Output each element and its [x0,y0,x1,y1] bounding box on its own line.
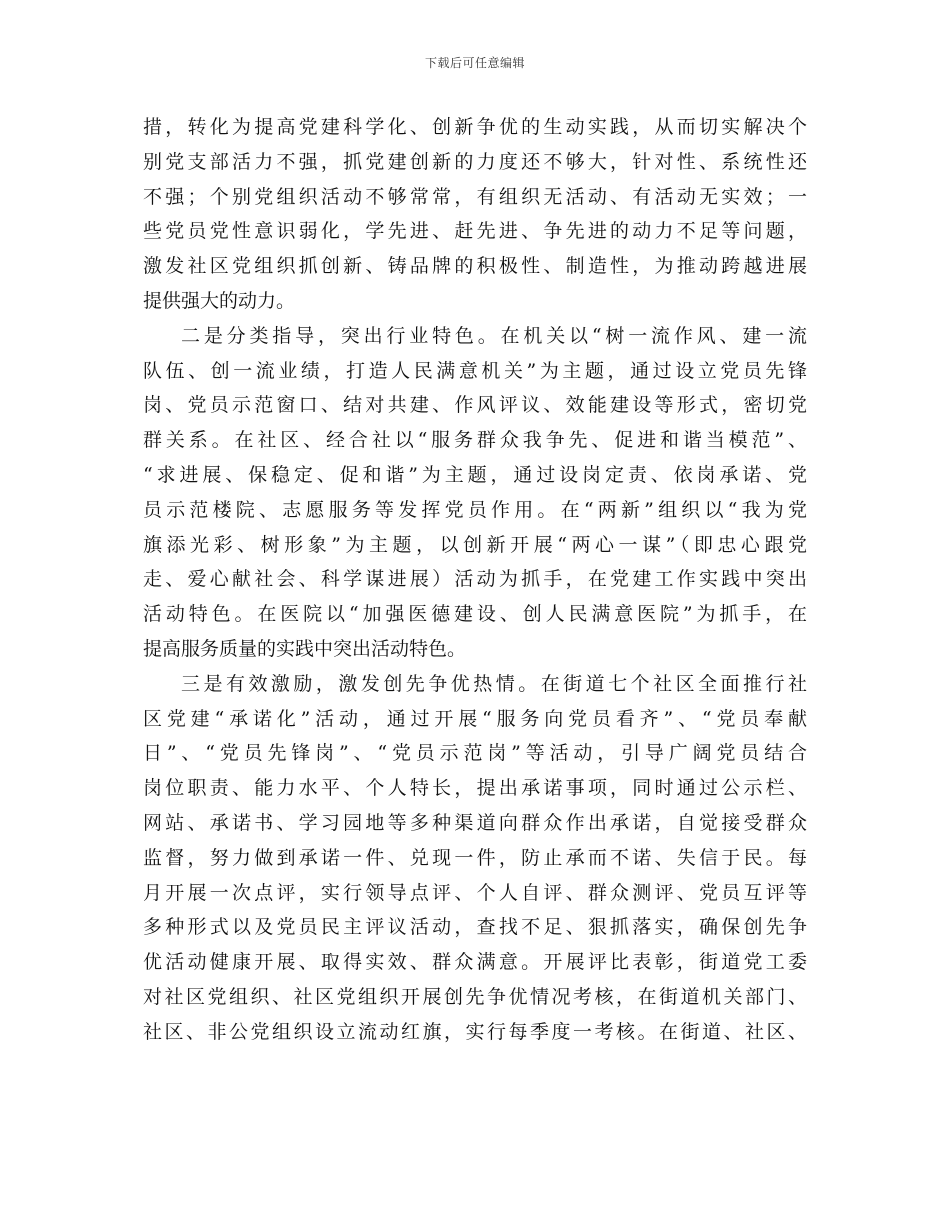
text-line: 网站、承诺书、学习园地等多种渠道向群众作出承诺，自觉接受群众 [143,811,807,834]
text-line: 社区、非公党组织设立流动红旗，实行每季度一考核。在街道、社区、 [143,1020,807,1043]
text-line: 员示范楼院、志愿服务等发挥党员作用。在“两新”组织以“我为党 [143,498,807,521]
text-line: 月开展一次点评，实行领导点评、个人自评、群众测评、党员互评等 [143,881,807,904]
text-line: 提供强大的动力。 [143,289,296,312]
text-line: 优活动健康开展、取得实效、群众满意。开展评比表彰，街道党工委 [143,951,807,974]
text-line: 激发社区党组织抓创新、铸品牌的积极性、制造性，为推动跨越进展 [143,255,807,278]
text-line: 区党建“承诺化”活动，通过开展“服务向党员看齐”、“党员奉献 [143,707,807,730]
text-line: 旗添光彩、树形象”为主题，以创新开展“两心一谋”（即忠心跟党 [143,533,807,556]
text-line: 二是分类指导，突出行业特色。在机关以“树一流作风、建一流 [181,324,807,347]
text-line: 群关系。在社区、经合社以“服务群众我争先、促进和谐当模范”、 [143,429,807,452]
text-line: 提高服务质量的实践中突出活动特色。 [143,637,467,660]
text-line: 对社区党组织、社区党组织开展创先争优情况考核，在街道机关部门、 [143,985,807,1008]
text-line: 三是有效激励，激发创先争优热情。在街道七个社区全面推行社 [181,672,807,695]
text-line: 些党员党性意识弱化，学先进、赶先进、争先进的动力不足等问题， [143,220,807,243]
text-line: 不强；个别党组织活动不够常常，有组织无活动、有活动无实效；一 [143,185,807,208]
text-line: 监督，努力做到承诺一件、兑现一件，防止承而不诺、失信于民。每 [143,846,807,869]
text-line: 活动特色。在医院以“加强医德建设、创人民满意医院”为抓手，在 [143,603,807,626]
text-line: 多种形式以及党员民主评议活动，查找不足、狠抓落实，确保创先争 [143,916,807,939]
text-line: 措，转化为提高党建科学化、创新争优的生动实践，从而切实解决个 [143,116,807,138]
text-line: 日”、“党员先锋岗”、“党员示范岗”等活动，引导广阔党员结合 [143,742,807,765]
document-body [143,110,807,1050]
text-line: 别党支部活力不强，抓党建创新的力度还不够大，针对性、系统性还 [143,150,807,173]
text-line: 岗、党员示范窗口、结对共建、作风评议、效能建设等形式，密切党 [143,394,807,417]
text-line: 队伍、创一流业绩，打造人民满意机关”为主题，通过设立党员先锋 [143,359,807,382]
text-line: “求进展、保稳定、促和谐”为主题，通过设岗定责、依岗承诺、党 [143,463,807,486]
text-line: 走、爱心献社会、科学谋进展）活动为抓手，在党建工作实践中突出 [143,568,807,591]
text-line: 岗位职责、能力水平、个人特长，提出承诺事项，同时通过公示栏、 [143,777,807,800]
page-header: 下载后可任意编辑 [424,56,525,70]
